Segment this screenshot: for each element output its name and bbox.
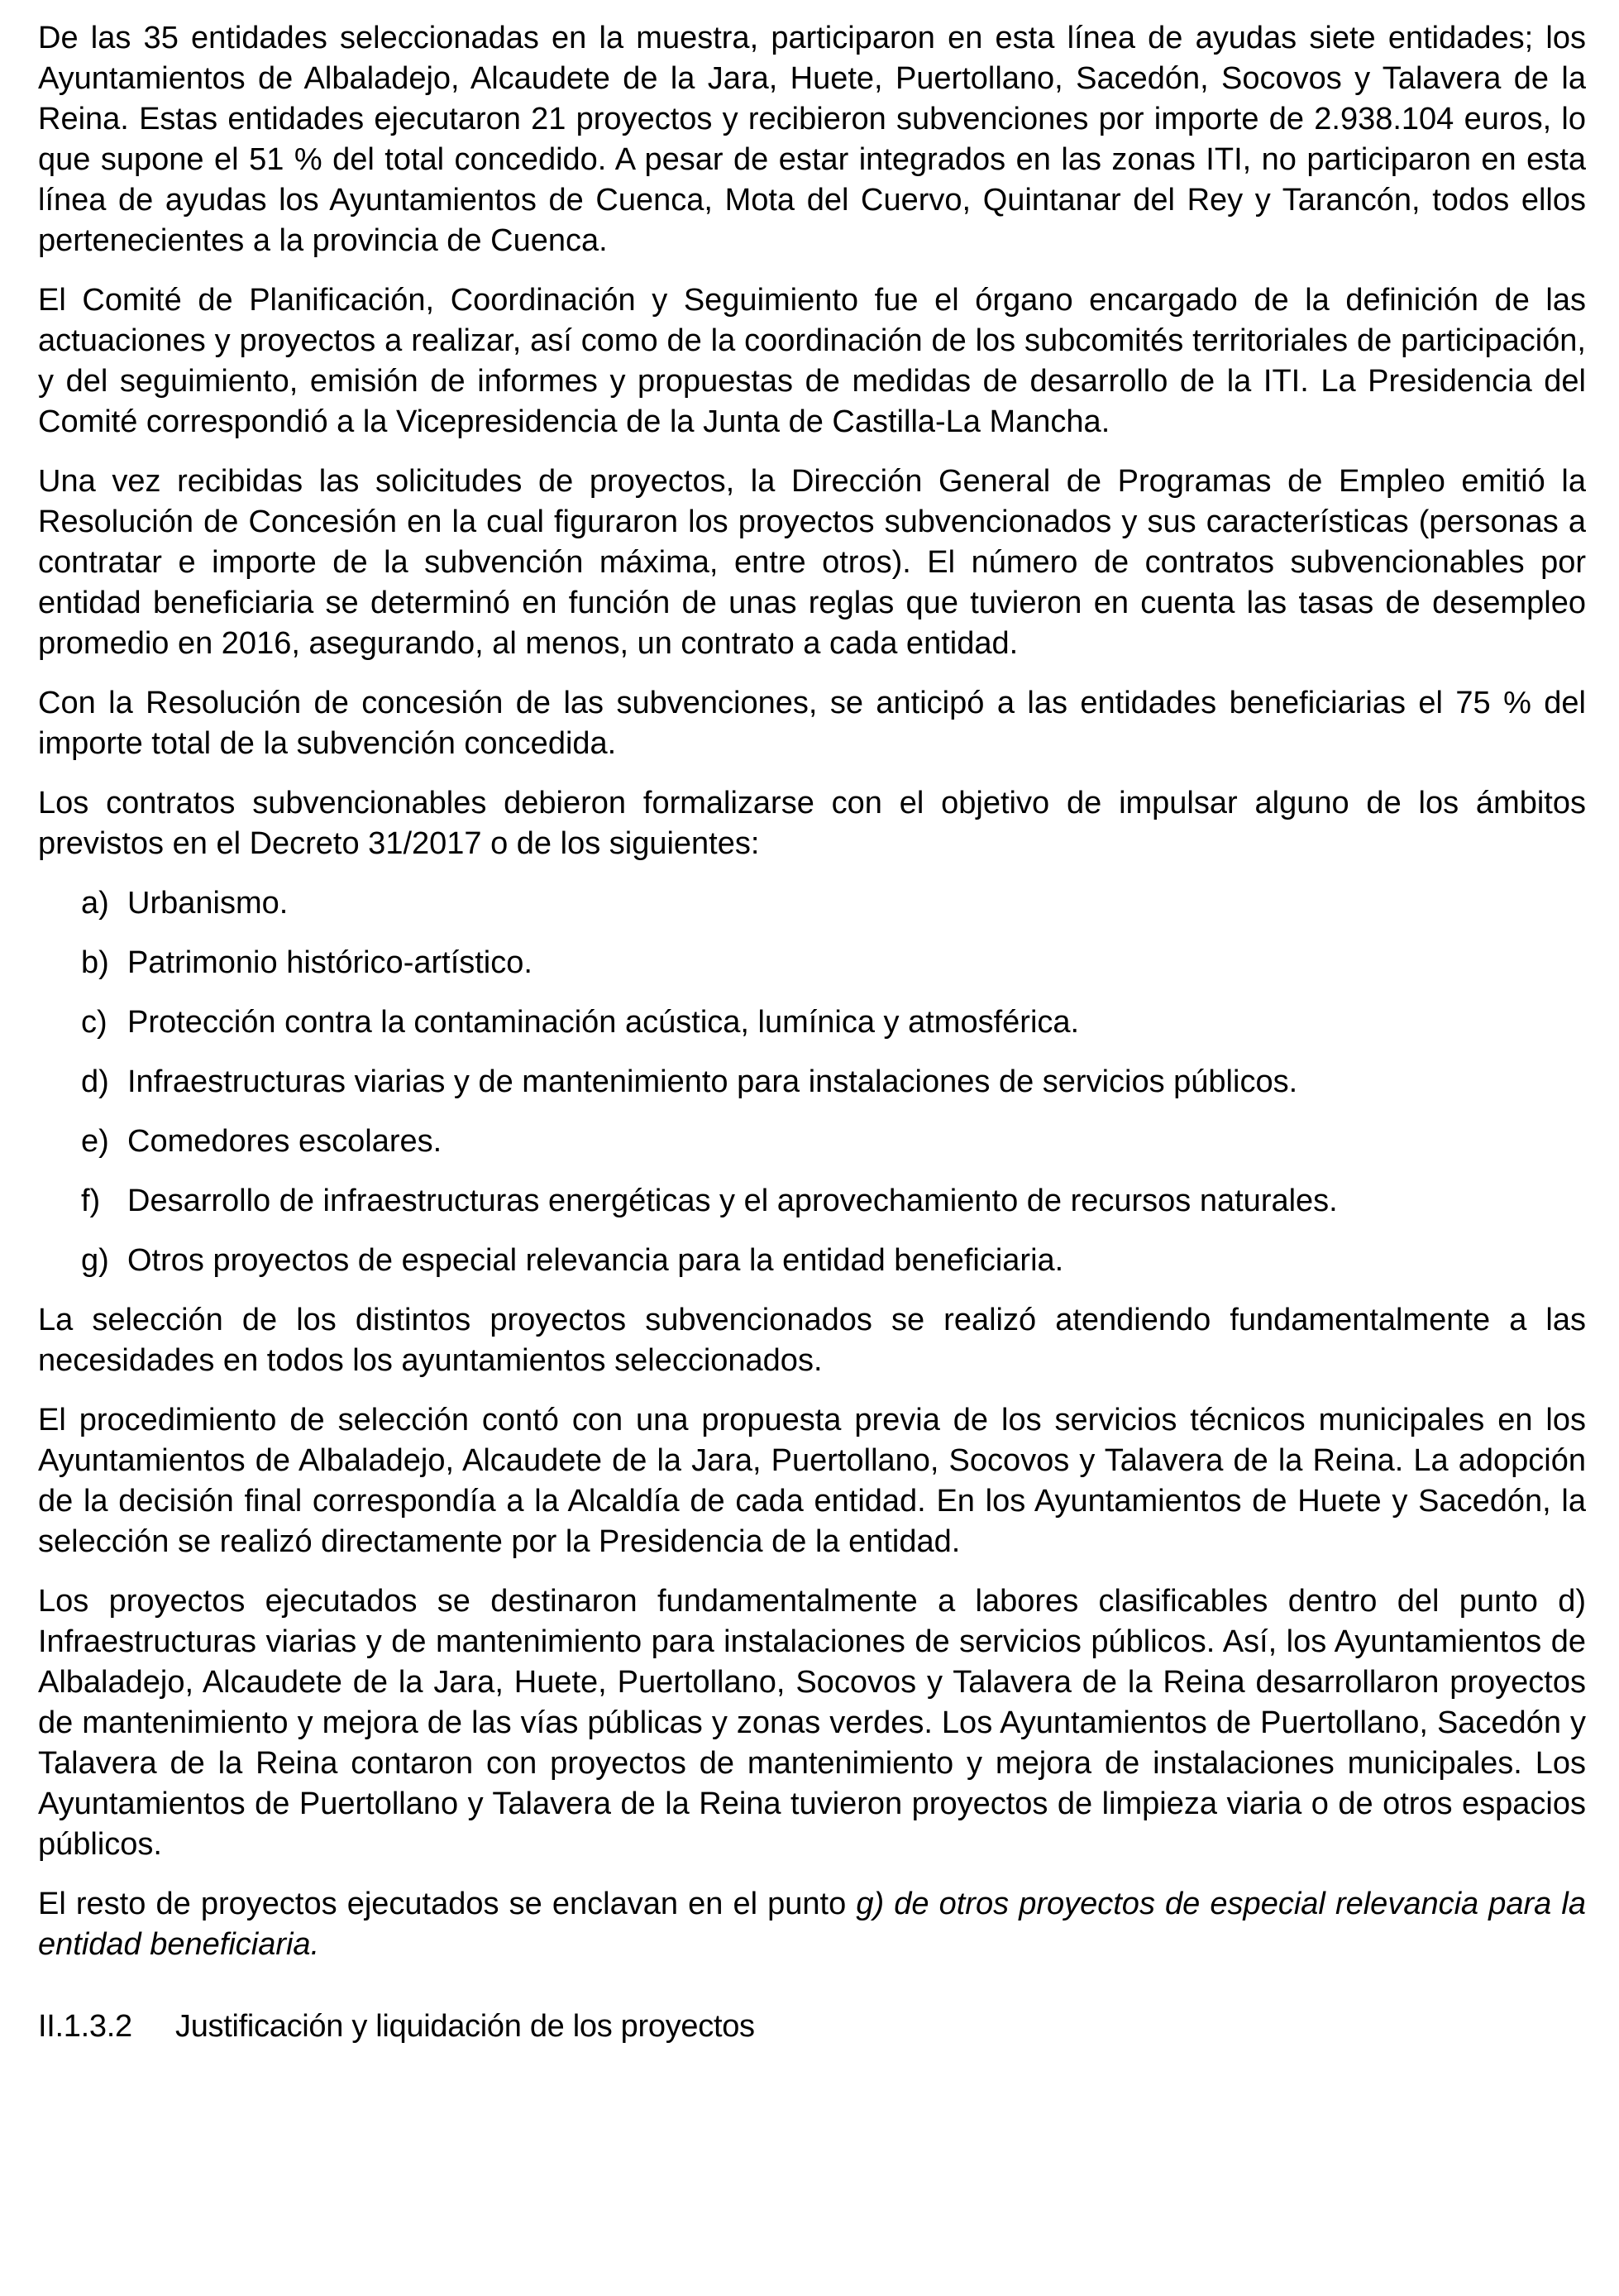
list-marker: e) — [81, 1124, 109, 1159]
list-item — [38, 1122, 1586, 1162]
section-number: II.1.3.2 — [38, 2009, 132, 2044]
paragraph-advance-payment: Con la Resolución de concesión de las subvenciones, se anticipó a las entidades beneficiarias el 75 % del importe total de la subvención concedida. — [38, 686, 1586, 761]
paragraph-selection-needs: La selección de los distintos proyectos subvencionados se realizó atendiendo fundamentalmente a las necesidades en todos los ayuntamientos seleccionados. — [38, 1303, 1586, 1378]
list-item-text: Urbanismo. — [127, 886, 289, 921]
list-item-text: Otros proyectos de especial relevancia para la entidad beneficiaria. — [127, 1243, 1064, 1278]
list-marker: f) — [81, 1184, 101, 1218]
paragraph-executed-projects: Los proyectos ejecutados se destinaron fundamentalmente a labores clasificables dentro del punto d) Infraestructuras viarias y de mantenimiento para instalaciones de servicios públicos. Así, los Ayuntamientos de Albaladejo, Alcaudete de la Jara, Huete, Puertollano, Socovos y Talavera de la Reina desarrollaron proyectos de mantenimiento y mejora de las vías públicas y zonas verdes. Los Ayuntamientos de Puertollano, Sacedón y Talavera de la Reina contaron con proyectos de mantenimiento y mejora de instalaciones municipales. Los Ayuntamientos de Puertollano y Talavera de la Reina tuvieron proyectos de limpieza viaria o de otros espacios públicos. — [38, 1584, 1586, 1862]
paragraph-entities-sample: De las 35 entidades seleccionadas en la muestra, participaron en esta línea de ayudas siete entidades; los Ayuntamientos de Albaladejo, Alcaudete de la Jara, Huete, Puertollano, Sacedón, Socovos y Talavera de la Reina. Estas entidades ejecutaron 21 proyectos y recibieron subvenciones por importe de 2.938.104 euros, lo que supone el 51 % del total concedido. A pesar de estar integrados en las zonas ITI, no participaron en esta línea de ayudas los Ayuntamientos de Cuenca, Mota del Cuervo, Quintanar del Rey y Tarancón, todos ellos pertenecientes a la provincia de Cuenca. — [38, 21, 1586, 258]
list-item-text: Comedores escolares. — [127, 1124, 442, 1159]
list-item-text: Desarrollo de infraestructuras energéticas y el aprovechamiento de recursos naturales. — [127, 1184, 1338, 1218]
paragraph-contracts-scope: Los contratos subvencionables debieron formalizarse con el objetivo de impulsar alguno de los ámbitos previstos en el Decreto 31/2017 o de los siguientes: — [38, 786, 1586, 861]
scope-list — [38, 883, 1586, 1281]
document-page — [38, 18, 1586, 2047]
paragraph-remaining-start: El resto de proyectos ejecutados se enclavan en el punto — [38, 1887, 857, 1921]
paragraph-remaining-italic: g) de otros proyectos de especial relevancia para la entidad beneficiaria. — [38, 1887, 1587, 1962]
section-heading — [38, 2007, 1586, 2047]
list-item-text: Patrimonio histórico-artístico. — [127, 945, 533, 980]
list-item — [38, 1002, 1586, 1043]
list-item — [38, 1181, 1586, 1222]
paragraph-remaining-projects — [38, 1884, 1586, 1965]
list-marker: b) — [81, 945, 109, 980]
list-item — [38, 1062, 1586, 1103]
list-item-text: Infraestructuras viarias y de mantenimiento para instalaciones de servicios públicos. — [127, 1064, 1298, 1099]
list-item — [38, 1241, 1586, 1281]
section-title: Justificación y liquidación de los proyectos — [175, 2009, 755, 2044]
list-marker: c) — [81, 1005, 107, 1040]
list-marker: d) — [81, 1064, 109, 1099]
list-item — [38, 943, 1586, 983]
list-item-text: Protección contra la contaminación acústica, lumínica y atmosférica. — [127, 1005, 1080, 1040]
paragraph-selection-procedure: El procedimiento de selección contó con una propuesta previa de los servicios técnicos municipales en los Ayuntamientos de Albaladejo, Alcaudete de la Jara, Puertollano, Socovos y Talavera de la Reina. La adopción de la decisión final correspondía a la Alcaldía de cada entidad. En los Ayuntamientos de Huete y Sacedón, la selección se realizó directamente por la Presidencia de la entidad. — [38, 1403, 1586, 1559]
paragraph-resolution: Una vez recibidas las solicitudes de proyectos, la Dirección General de Programas de Empleo emitió la Resolución de Concesión en la cual figuraron los proyectos subvencionados y sus características (personas a contratar e importe de la subvención máxima, entre otros). El número de contratos subvencionables por entidad beneficiaria se determinó en función de unas reglas que tuvieron en cuenta las tasas de desempleo promedio en 2016, asegurando, al menos, un contrato a cada entidad. — [38, 464, 1586, 661]
paragraph-committee: El Comité de Planificación, Coordinación y Seguimiento fue el órgano encargado de la definición de las actuaciones y proyectos a realizar, así como de la coordinación de los subcomités territoriales de participación, y del seguimiento, emisión de informes y propuestas de medidas de desarrollo de la ITI. La Presidencia del Comité correspondió a la Vicepresidencia de la Junta de Castilla-La Mancha. — [38, 283, 1586, 439]
list-marker: g) — [81, 1243, 109, 1278]
list-item — [38, 883, 1586, 924]
list-marker: a) — [81, 886, 109, 921]
